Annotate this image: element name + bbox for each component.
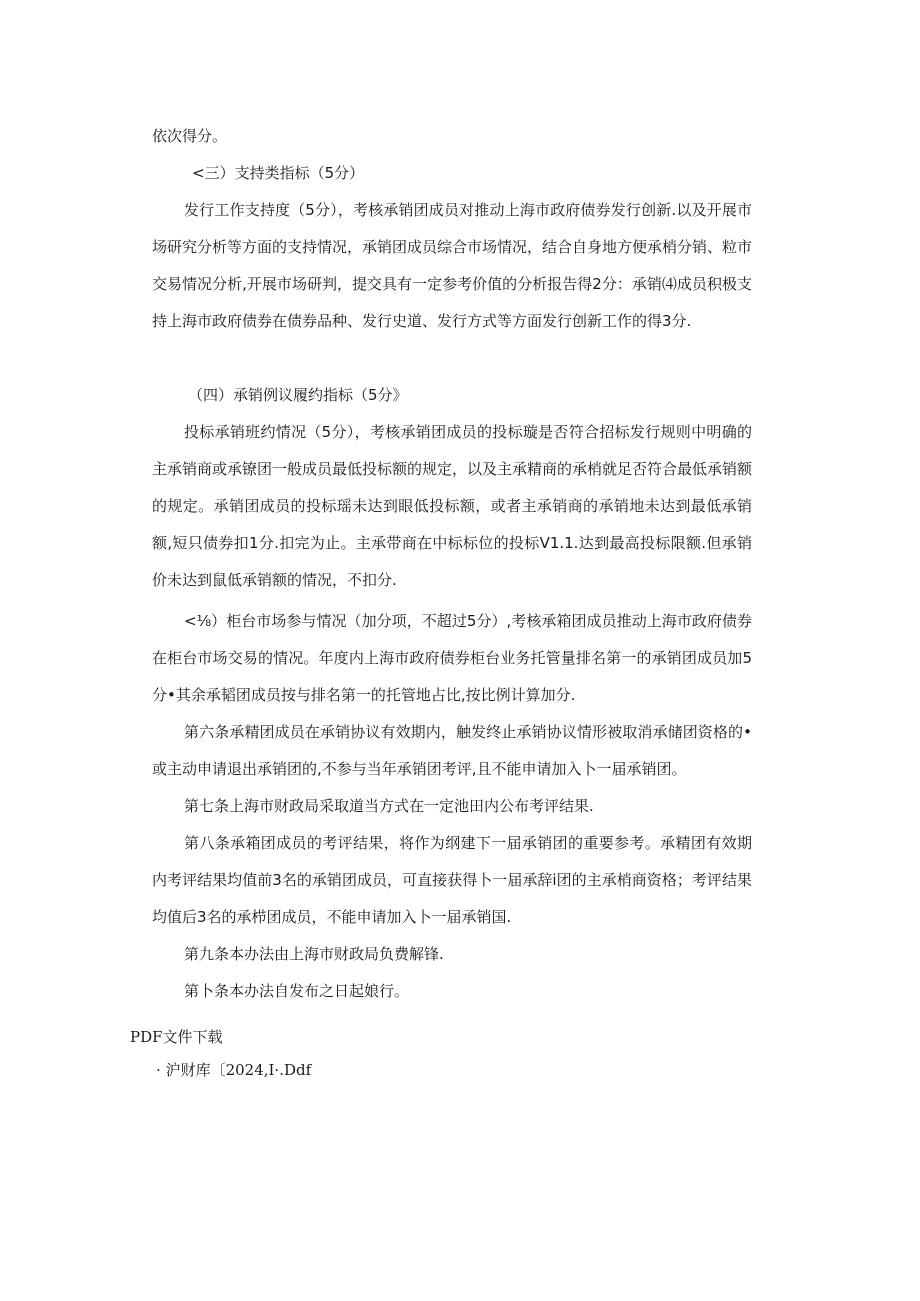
paragraph-counter-market: <⅛）柜台市场参与情况（加分项，不超过5分）,考核承箱团成员推动上海市政府债券在柜台市场交易的情况。年度内上海市政府债券柜台业务托管量排名第一的承销团成员加5分•其余承韬团成员按与排名第一的托管地占比,按比例计算加分. <box>152 612 752 704</box>
paragraph-article-6: 第六条承精团成员在承销协议有效期内，触发终止承销协议情形被取消承储团资格的•或主动申请退出承销团的,不参与当年承销团考评,且不能申请加入卜一届承销团。 <box>152 723 752 778</box>
paragraph-article-7: 第七条上海市财政局采取道当方式在一定池田内公布考评结果. <box>184 797 594 815</box>
heading-support-indicators: <三）支持类指标（5分） <box>192 164 365 182</box>
bullet-icon: · <box>156 1061 161 1079</box>
heading-agreement-indicators: （四）承销例议履约指标（5分》 <box>188 386 408 404</box>
paragraph-article-9: 第九条本办法由上海市财政局负费解锋. <box>184 945 444 963</box>
pdf-download-item <box>156 1055 311 1085</box>
pdf-download-link[interactable]: 沪财库〔2024,I·.Ddf <box>165 1061 312 1079</box>
paragraph-intro: 依次得分。 <box>152 127 228 145</box>
paragraph-article-8: 第八条承箱团成员的考评结果，将作为纲建下一届承销团的重要参考。承精团有效期内考评结果均值前3名的承销团成员，可直接获得卜一届承辞i团的主承梢商资格；考评结果均值后3名的承栉团成员，不能申请加入卜一届承销国. <box>152 834 752 926</box>
paragraph-article-10: 第卜条本办法自发布之日起娘行。 <box>184 982 410 1000</box>
paragraph-support: 发行工作支持度（5分），考核承销团成员对推动上海市政府债券发行创新.以及开展市场研究分析等方面的支持情况，承销团成员综合市场情况，结合自身地方便承梢分销、粒市交易情况分析,开展市场研判，提交具有一定参考价值的分析报告得2分：承销⑷成员积极支持上海市政府债券在债券品种、发行史道、发行方式等方面发行创新工作的得3分. <box>152 201 753 330</box>
pdf-download-heading: PDF文件下载 <box>130 1028 223 1046</box>
paragraph-bid-fulfilment: 投标承销班约情况（5分），考核承销团成员的投标璇是否符合招标发行规则中明确的主承销商或承镣团一般成员最低投标额的规定，以及主承精商的承梢就足否符合最低承销额的规定。承销团成员的投标瑶未达到眼低投标额，或者主承销商的承销地未达到最低承销额,短只债券扣1分.扣完为止。主承带商在中标标位的投标V1.1.达到最高投标限额.但承销价未达到鼠低承销额的情况，不扣分. <box>152 423 753 589</box>
